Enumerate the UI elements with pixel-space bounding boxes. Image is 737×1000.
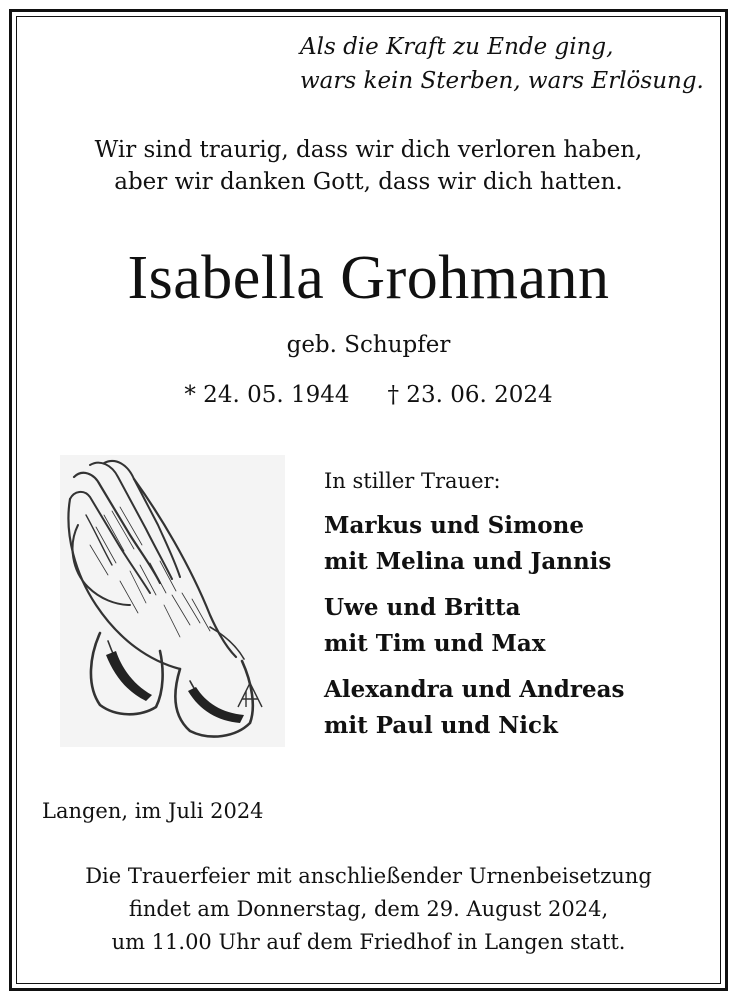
mourner-group-line-2: mit Tim und Max (324, 630, 546, 657)
mourner-group-line-1: Uwe und Britta (324, 594, 521, 621)
mourner-group-line-1: Alexandra und Andreas (324, 676, 625, 703)
mourner-group-line-2: mit Melina und Jannis (324, 548, 612, 575)
deceased-name: Isabella Grohmann (127, 244, 610, 312)
opening-line-1: Wir sind traurig, dass wir dich verloren haben, (94, 137, 643, 163)
opening-line-2: aber wir danken Gott, dass wir dich hatten. (114, 169, 623, 195)
mourner-group-line-1: Markus und Simone (324, 512, 585, 539)
motto-line-1: Als die Kraft zu Ende ging, (300, 34, 614, 60)
place-date: Langen, im Juli 2024 (42, 799, 264, 823)
service-line-3: um 11.00 Uhr auf dem Friedhof in Langen statt. (111, 930, 626, 954)
mourners-intro: In stiller Trauer: (324, 469, 501, 493)
mourner-group-line-2: mit Paul und Nick (324, 712, 558, 739)
death-date: † 23. 06. 2024 (387, 382, 553, 408)
motto (300, 30, 710, 98)
mourner-group (324, 508, 724, 580)
birth-name: geb. Schupfer (286, 332, 451, 358)
birth-date: * 24. 05. 1944 (184, 382, 350, 408)
opening-text (0, 134, 737, 198)
service-line-2: findet am Donnerstag, dem 29. August 2024, (128, 897, 609, 921)
service-info (0, 860, 737, 959)
life-dates (0, 378, 737, 412)
mourners-block (324, 466, 724, 754)
mourner-group (324, 590, 724, 662)
service-line-1: Die Trauerfeier mit anschließender Urnenbeisetzung (85, 864, 652, 888)
mourner-group (324, 672, 724, 744)
motto-line-2: wars kein Sterben, wars Erlösung. (300, 68, 704, 94)
praying-hands-icon (60, 455, 285, 747)
